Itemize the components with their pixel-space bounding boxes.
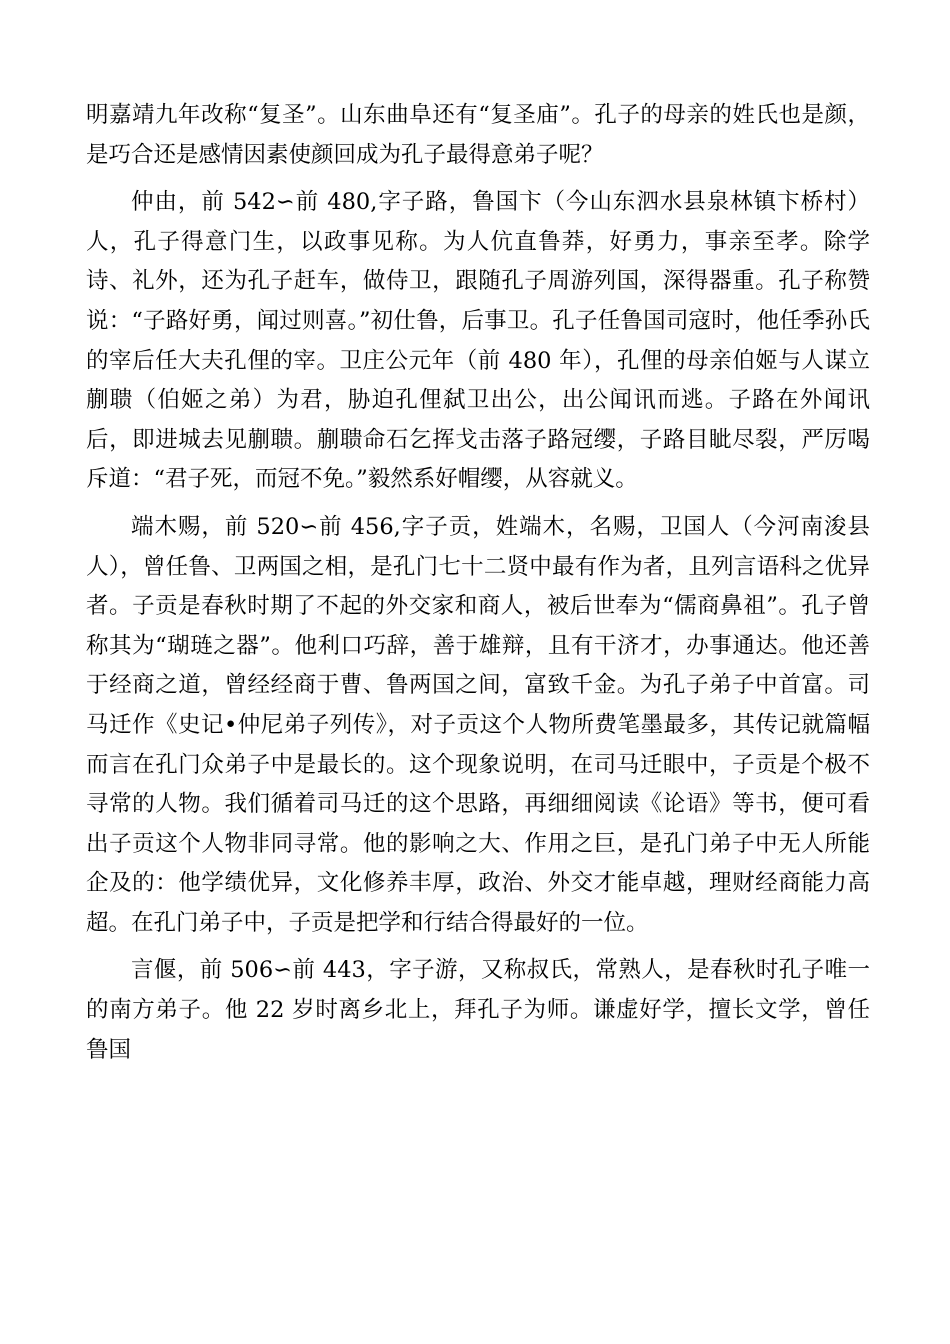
paragraph-zhong-you: 仲由，前 542∽前 480,字子路，鲁国卞（今山东泗水县泉林镇卞桥村）人，孔子得意门生，以政事见称。为人伉直鲁莽，好勇力，事亲至孝。除学诗、礼外，还为孔子赶车，做侍卫，跟随孔子周游列国，深得器重。孔子称赞说：“子路好勇，闻过则喜。”初仕鲁，后事卫。孔子任鲁国司寇时，他任季孙氏的宰后任大夫孔俚的宰。卫庄公元年（前 480 年），孔俚的母亲伯姬与人谋立蒯聩（伯姬之弟）为君，胁迫孔俚弑卫出公，出公闻讯而逃。子路在外闻讯后，即进城去见蒯聩。蒯聩命石乞挥戈击落子路冠缨，子路目眦尽裂，严厉喝斥道：“君子死，而冠不免。”毅然系好帽缨，从容就义。 xyxy=(86,189,870,493)
body-text xyxy=(86,96,870,1078)
paragraph-duanmu-ci: 端木赐，前 520∽前 456,字子贡，姓端木，名赐，卫国人（今河南浚县人），曾任鲁、卫两国之相，是孔门七十二贤中最有作为者，且列言语科之优异者。子贡是春秋时期了不起的外交家和商人，被后世奉为“儒商鼻祖”。孔子曾称其为“瑚琏之器”。他利口巧辞，善于雄辩，且有干济才，办事通达。他还善于经商之道，曾经经商于曹、鲁两国之间，富致千金。为孔子弟子中首富。司马迁作《史记•仲尼弟子列传》，对子贡这个人物所费笔墨最多，其传记就篇幅而言在孔门众弟子中是最长的。这个现象说明，在司马迁眼中，子贡是个极不寻常的人物。我们循着司马迁的这个思路，再细细阅读《论语》等书，便可看出子贡这个人物非同寻常。他的影响之大、作用之巨，是孔门弟子中无人所能企及的：他学绩优异，文化修养丰厚，政治、外交才能卓越，理财经商能力高超。在孔门弟子中，子贡是把学和行结合得最好的一位。 xyxy=(86,513,870,936)
paragraph-yan-hui-continued: 明嘉靖九年改称“复圣”。山东曲阜还有“复圣庙”。孔子的母亲的姓氏也是颜，是巧合还是感情因素使颜回成为孔子最得意弟子呢？ xyxy=(86,102,870,168)
paragraph-yan-yan: 言偃，前 506∽前 443，字子游，又称叔氏，常熟人，是春秋时孔子唯一的南方弟子。他 22 岁时离乡北上，拜孔子为师。谦虚好学，擅长文学，曾任鲁国 xyxy=(86,957,870,1063)
